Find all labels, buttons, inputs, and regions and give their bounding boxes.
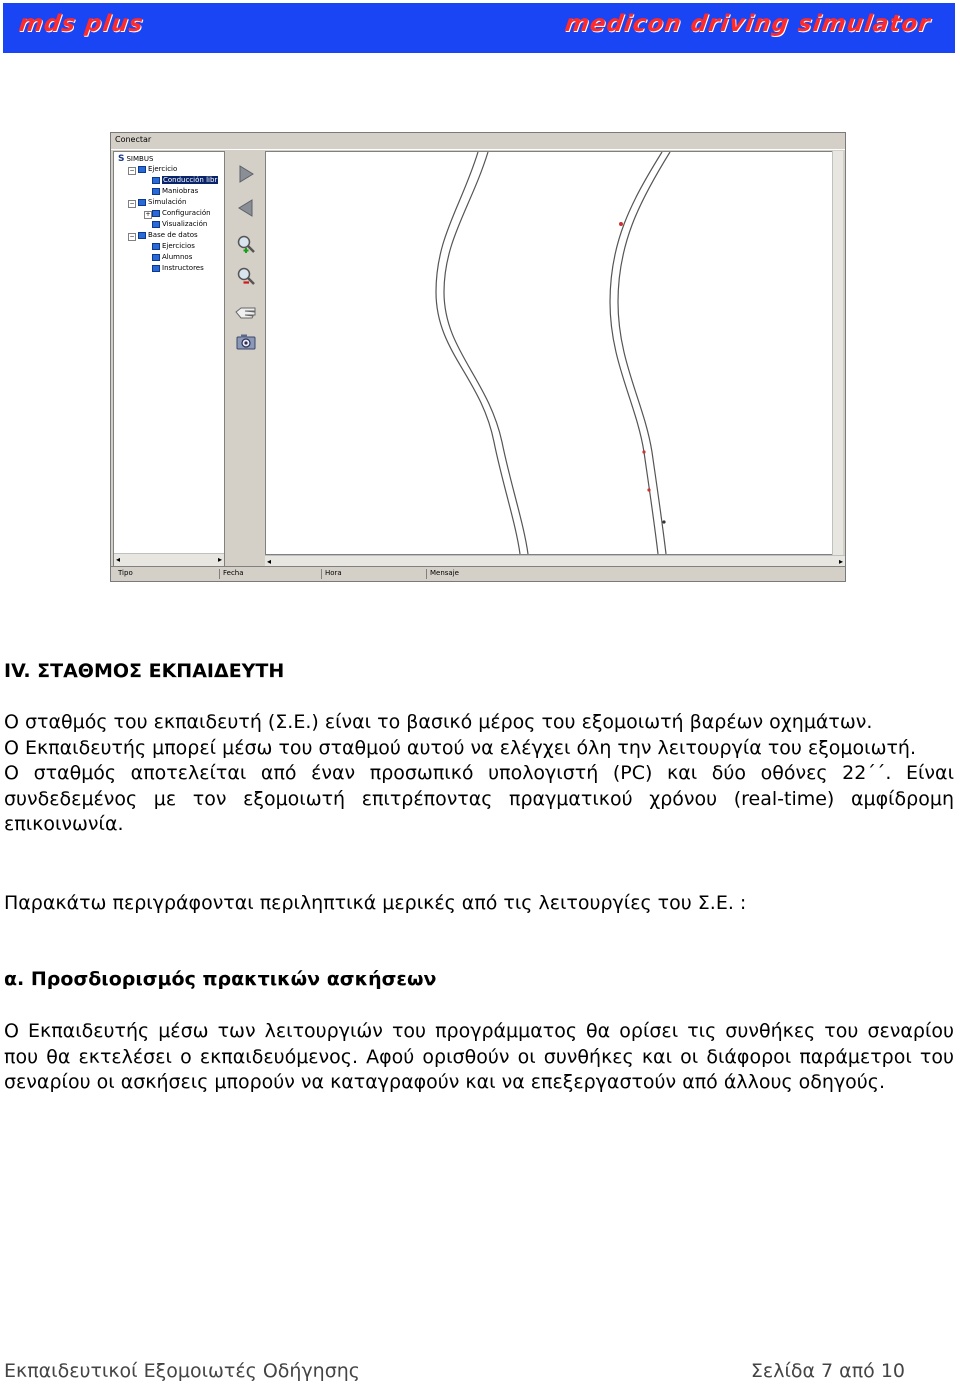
tree-node-conduccion[interactable]: Conducción libr bbox=[152, 176, 218, 185]
scroll-right-icon[interactable]: ▸ bbox=[838, 557, 843, 566]
folder-icon bbox=[138, 199, 146, 206]
scroll-left-icon[interactable]: ◂ bbox=[267, 557, 272, 566]
simbus-s-icon: S bbox=[118, 154, 125, 164]
tree-node-root[interactable]: S SIMBUS bbox=[118, 154, 154, 164]
road-right-edge bbox=[610, 152, 662, 554]
tree-pane bbox=[113, 151, 225, 567]
scroll-left-icon[interactable]: ◂ bbox=[116, 555, 121, 564]
status-col-mensaje: Mensaje bbox=[426, 569, 459, 579]
play-back-icon[interactable] bbox=[235, 197, 257, 219]
page-number: Σελίδα 7 από 10 bbox=[750, 1360, 905, 1382]
item-icon bbox=[152, 221, 160, 228]
status-col-hora: Hora bbox=[321, 569, 342, 579]
item-icon bbox=[152, 254, 160, 261]
tree-node-base-datos[interactable]: Base de datos bbox=[138, 231, 198, 240]
tree-node-ejercicio[interactable]: Ejercicio bbox=[138, 165, 177, 174]
road-left-edge bbox=[436, 152, 520, 554]
zoom-out-icon[interactable] bbox=[235, 265, 257, 287]
paragraph-line: Ο Εκπαιδευτής μπορεί μέσω του σταθμού αυτού να ελέγχει όλη την λειτουργία του εξομοιωτή. bbox=[4, 736, 916, 759]
menu-conectar[interactable]: Conectar bbox=[115, 135, 152, 144]
item-icon bbox=[152, 265, 160, 272]
tree-horizontal-scrollbar[interactable] bbox=[114, 553, 224, 566]
expander-ejercicio[interactable]: − bbox=[129, 167, 135, 174]
brand-medicon: medicon driving simulator bbox=[563, 11, 933, 37]
subheading: α. Προσδιορισμός πρακτικών ασκήσεων bbox=[4, 968, 437, 990]
menu-bar bbox=[111, 133, 845, 150]
item-icon bbox=[152, 177, 160, 184]
zoom-in-icon[interactable] bbox=[235, 233, 257, 255]
paragraph-line: Ο σταθμός αποτελείται από έναν προσωπικό υπολογιστή (PC) και δύο οθόνες 22΄΄. Είναι συνδεδεμένος με τον εξομοιωτή επιτρέποντας πραγματικού χρόνου (real-time) αμφίδρομη επικοινωνία. bbox=[4, 762, 954, 836]
header-banner bbox=[3, 3, 955, 53]
item-icon bbox=[152, 243, 160, 250]
section-heading: IV. ΣΤΑΘΜΟΣ ΕΚΠΑΙΔΕΥΤΗ bbox=[4, 660, 285, 682]
folder-icon bbox=[138, 166, 146, 173]
folder-icon bbox=[138, 232, 146, 239]
item-icon bbox=[152, 188, 160, 195]
tree-node-alumnos[interactable]: Alumnos bbox=[152, 253, 192, 262]
road-left-edge-inner bbox=[444, 152, 528, 554]
tree-node-maniobras[interactable]: Maniobras bbox=[152, 187, 198, 196]
map-canvas[interactable] bbox=[265, 151, 835, 555]
status-col-tipo: Tipo bbox=[118, 569, 133, 577]
tool-strip bbox=[227, 151, 263, 567]
scroll-right-icon[interactable]: ▸ bbox=[217, 555, 222, 564]
tree-node-visualizacion[interactable]: Visualización bbox=[152, 220, 207, 229]
vertical-scrollbar[interactable] bbox=[832, 151, 843, 555]
paragraph-1 bbox=[4, 710, 954, 838]
footer-title: Εκπαιδευτικοί Εξομοιωτές Οδήγησης bbox=[4, 1360, 360, 1382]
marker-point bbox=[647, 488, 650, 491]
road-map bbox=[266, 152, 834, 554]
paragraph-line: Ο σταθμός του εκπαιδευτή (Σ.Ε.) είναι το βασικό μέρος του εξομοιωτή βαρέων οχημάτων. bbox=[4, 711, 873, 733]
marker-point bbox=[662, 520, 665, 523]
hand-icon[interactable] bbox=[235, 301, 257, 323]
expander-simulacion[interactable]: − bbox=[129, 200, 135, 207]
tree-node-simulacion[interactable]: Simulación bbox=[138, 198, 186, 207]
tree-node-configuracion[interactable]: Configuración bbox=[152, 209, 211, 218]
brand-mds-plus: mds plus bbox=[17, 11, 146, 37]
camera-icon[interactable] bbox=[235, 331, 257, 353]
road-right-edge-inner bbox=[618, 152, 670, 554]
expander-configuracion[interactable]: + bbox=[145, 211, 151, 218]
app-screenshot bbox=[110, 132, 846, 582]
tree-node-ejercicios[interactable]: Ejercicios bbox=[152, 242, 195, 251]
status-bar bbox=[111, 566, 845, 581]
tree-node-instructores[interactable]: Instructores bbox=[152, 264, 204, 273]
marker-point bbox=[619, 222, 623, 226]
marker-point bbox=[642, 450, 645, 453]
paragraph-3: Ο Εκπαιδευτής μέσω των λειτουργιών του προγράμματος θα ορίσει τις συνθήκες του σεναρίου που θα εκτελέσει ο εκπαιδευόμενος. Αφού ορισθούν οι συνθήκες και οι διάφοροι παράμετροι του σεναρίου οι ασκήσεις μπορούν να καταγραφούν και να επεξεργαστούν από άλλους οδηγούς. bbox=[4, 1020, 954, 1094]
item-icon bbox=[152, 210, 160, 217]
paragraph-2: Παρακάτω περιγράφονται περιληπτικά μερικές από τις λειτουργίες του Σ.Ε. : bbox=[4, 892, 747, 914]
play-forward-icon[interactable] bbox=[235, 163, 257, 185]
expander-base-datos[interactable]: − bbox=[129, 233, 135, 240]
status-col-fecha: Fecha bbox=[219, 569, 244, 579]
